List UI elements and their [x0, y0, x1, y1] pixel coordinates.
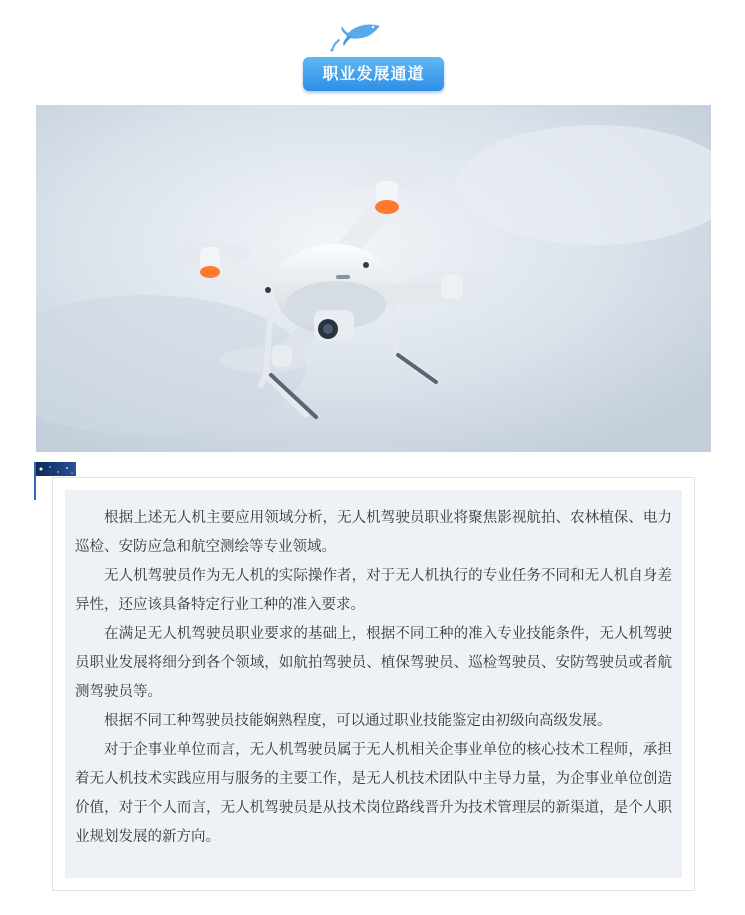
article-paragraph: 无人机驾驶员作为无人机的实际操作者，对于无人机执行的专业任务不同和无人机自身差异性，还应该具备特定行业工种的准入要求。 [75, 568, 672, 613]
section-title-badge [303, 57, 444, 91]
article-paragraph: 对于企事业单位而言，无人机驾驶员属于无人机相关企事业单位的核心技术工程师，承担着无人机技术实践应用与服务的主要工作，是无人机技术团队中主导力量，为企事业单位创造价值，对于个人而言，无人机驾驶员是从技术岗位路线晋升为技术管理层的新渠道，是个人职业规划发展的新方向。 [75, 742, 672, 845]
starfield-corner-icon [36, 462, 76, 476]
drone-photo [36, 105, 711, 452]
article-card [52, 477, 695, 891]
section-title: 职业发展通道 [322, 64, 425, 83]
article-paragraph: 在满足无人机驾驶员职业要求的基础上，根据不同工种的准入专业技能条件，无人机驾驶员职业发展将细分到各个领域，如航拍驾驶员、植保驾驶员、巡检驾驶员、安防驾驶员或者航测驾驶员等。 [75, 626, 672, 700]
whale-icon [328, 14, 388, 54]
article-paragraph: 根据不同工种驾驶员技能娴熟程度，可以通过职业技能鉴定由初级向高级发展。 [104, 713, 612, 729]
article-body [65, 490, 682, 878]
article-paragraph: 根据上述无人机主要应用领域分析，无人机驾驶员职业将聚焦影视航拍、农林植保、电力巡检、安防应急和航空测绘等专业领域。 [75, 510, 672, 555]
